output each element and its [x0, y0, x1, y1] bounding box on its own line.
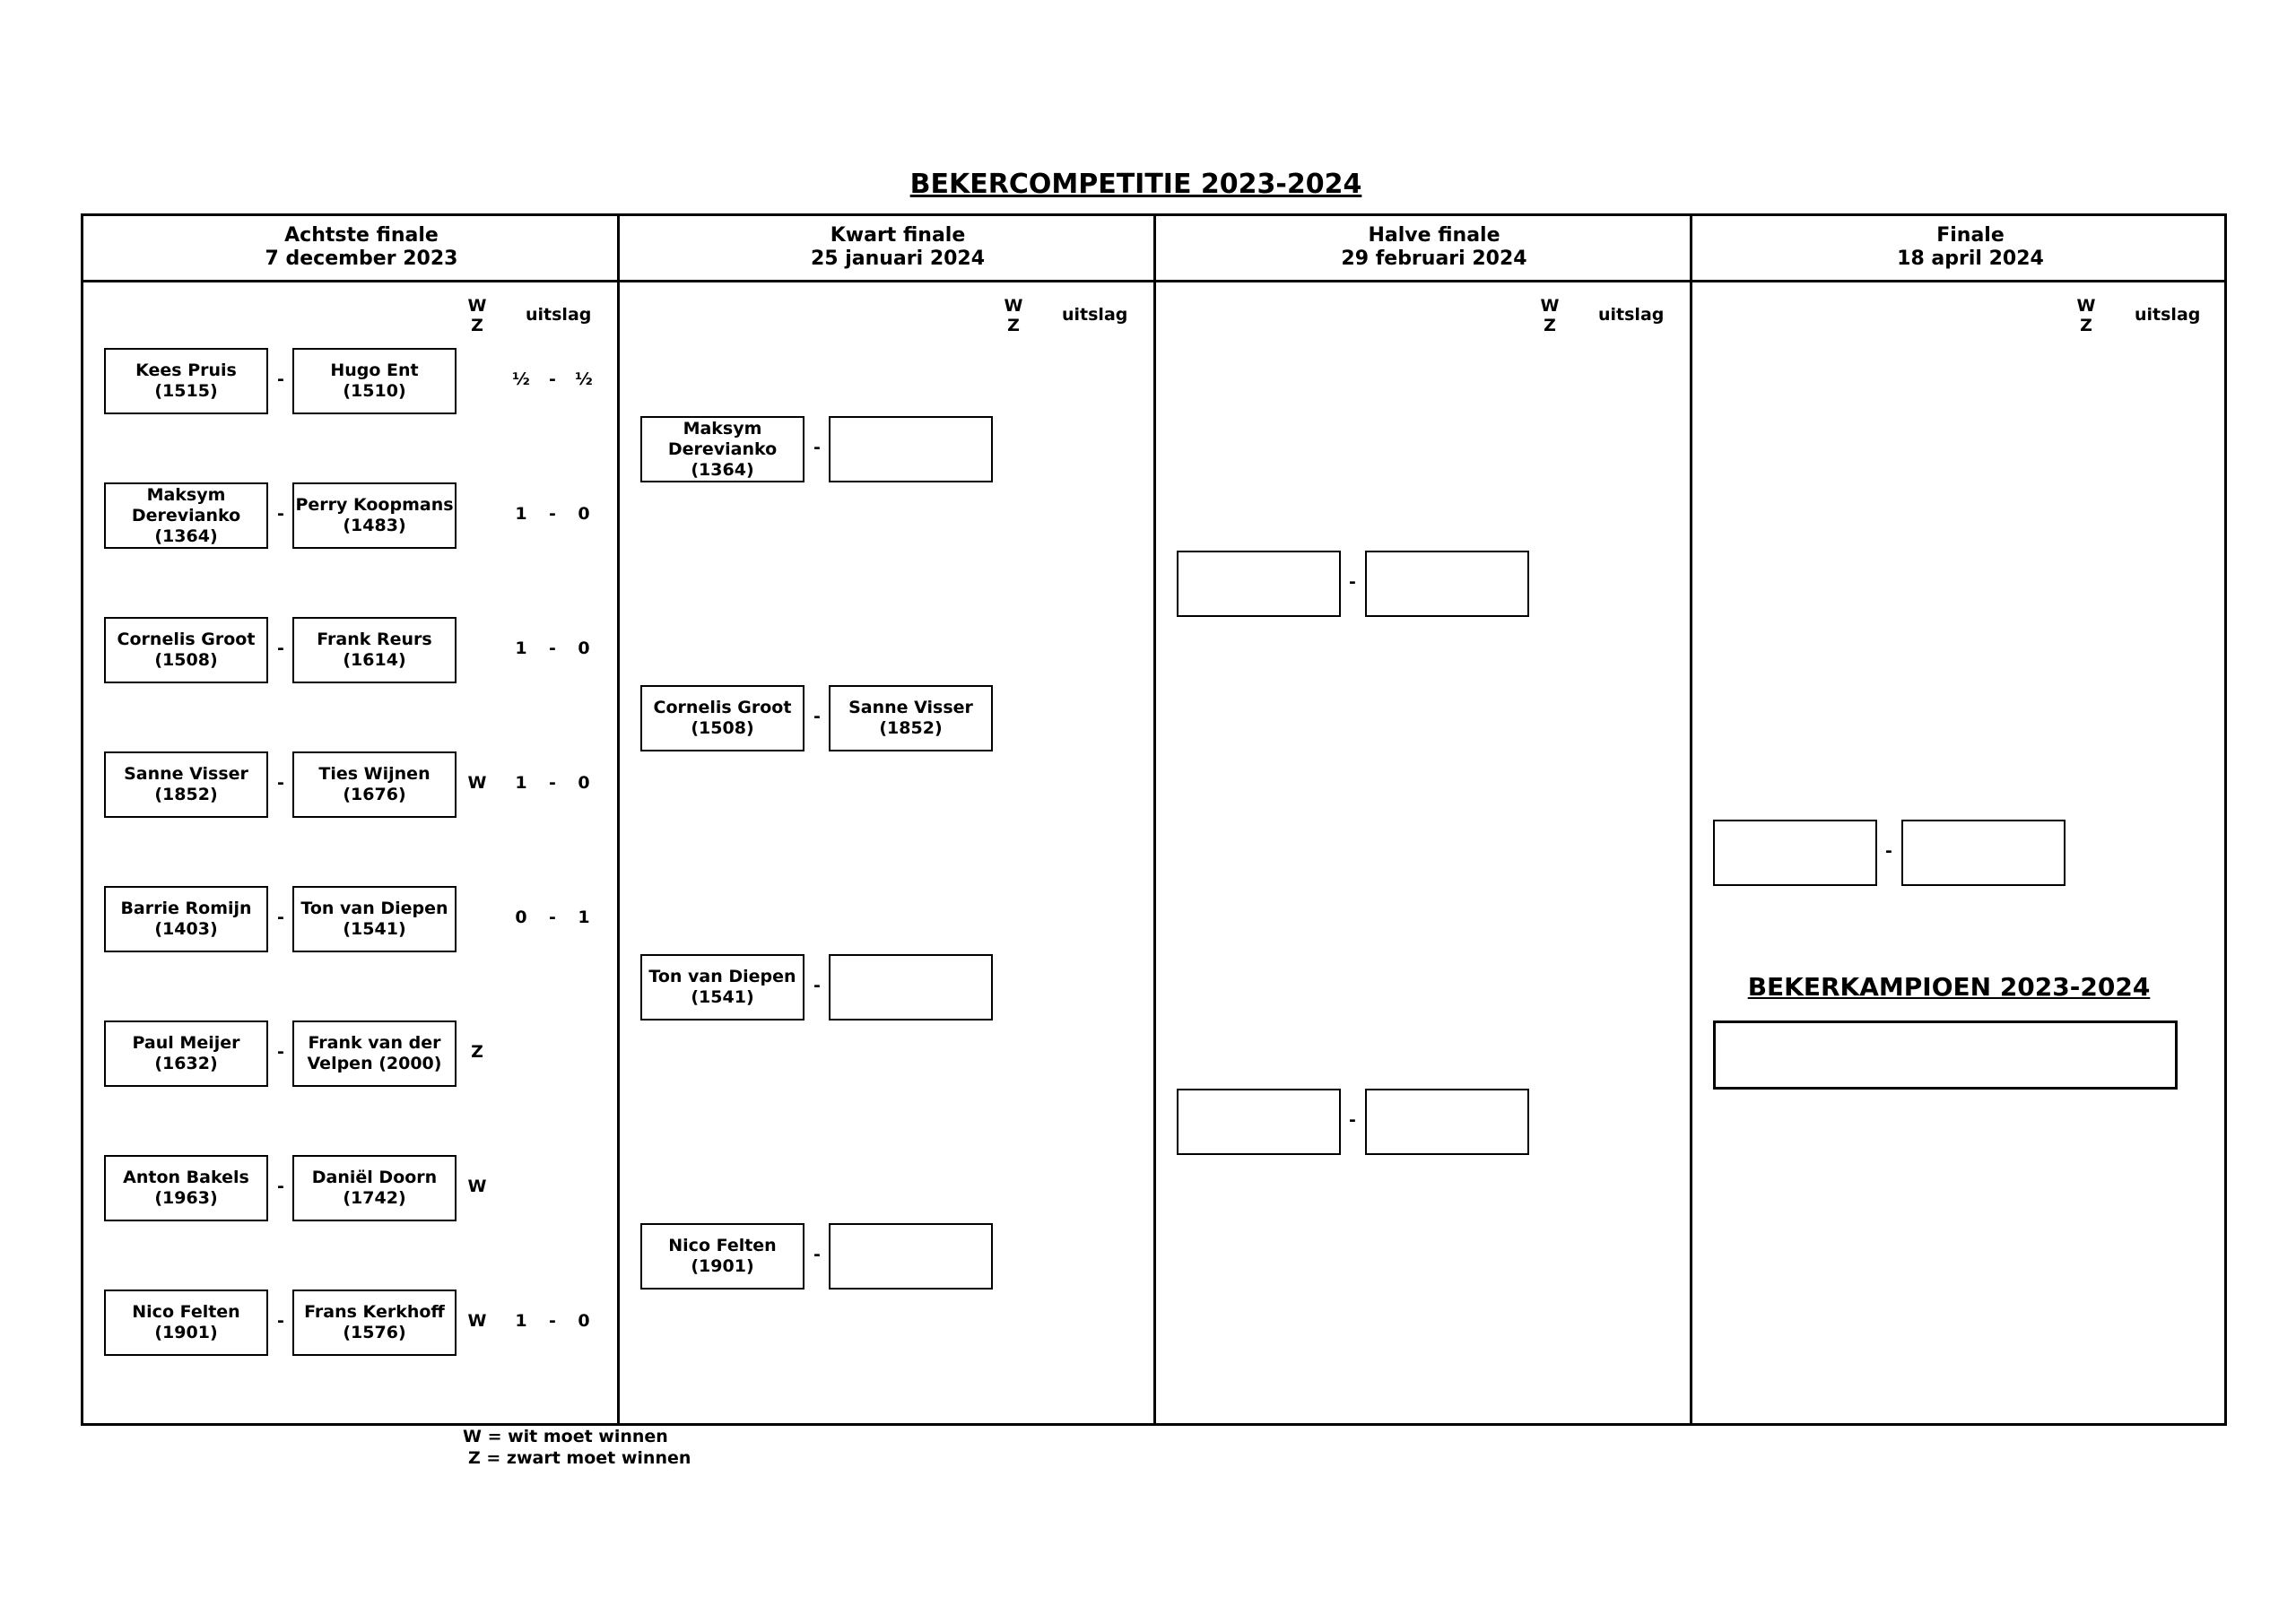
black-player-box: [292, 348, 457, 414]
black-player-box: [829, 685, 993, 751]
round-date: 7 december 2023: [265, 248, 458, 270]
player-line: (1541): [343, 919, 406, 939]
match-result: [508, 369, 597, 389]
player-line: Frank van der: [308, 1033, 441, 1053]
result-value: 0: [515, 908, 527, 927]
player-line: Paul Meijer: [132, 1033, 240, 1053]
white-player-box: [104, 886, 268, 952]
player-line: (1515): [154, 381, 218, 401]
player-line: Hugo Ent: [330, 360, 419, 380]
player-line: (1364): [691, 459, 754, 480]
player-line: (1508): [154, 650, 218, 670]
result-value: 1: [515, 638, 527, 658]
must-win-flag: Z: [471, 1042, 483, 1062]
white-player-box: [640, 685, 804, 751]
page-title: BEKERCOMPETITIE 2023-2024: [909, 169, 1362, 200]
black-player-box: [292, 617, 457, 683]
match-dash: -: [1349, 1110, 1356, 1130]
white-player-box: [640, 416, 804, 482]
player-line: Frank Reurs: [317, 630, 432, 649]
must-win-flag: W: [467, 773, 487, 793]
black-player-box: [292, 1020, 457, 1087]
black-player-box: [829, 416, 993, 482]
match-dash: -: [277, 908, 284, 927]
black-player-box: [292, 1290, 457, 1356]
player-line: (1963): [154, 1188, 218, 1208]
player-line: (1632): [154, 1054, 218, 1073]
result-value: 1: [515, 504, 527, 524]
black-player-box: [292, 482, 457, 549]
black-player-box: [292, 886, 457, 952]
player-line: Maksym: [146, 484, 226, 505]
wz-header: W Z: [467, 296, 487, 335]
match-result: [508, 773, 597, 793]
champion-title: BEKERKAMPIOEN 2023-2024: [1747, 972, 2151, 1002]
match-dash: -: [277, 1311, 284, 1331]
player-line: (1901): [691, 1256, 754, 1276]
player-line: Maksym: [683, 418, 762, 439]
player-line: Kees Pruis: [135, 360, 237, 380]
wz-header: W Z: [2076, 296, 2096, 335]
match-dash: -: [277, 638, 284, 658]
player-line: (1742): [343, 1188, 406, 1208]
match-result: [508, 504, 597, 524]
player-line: Ton van Diepen: [300, 899, 448, 918]
match-dash: -: [813, 707, 821, 726]
match-dash: -: [277, 773, 284, 793]
match-dash: -: [277, 1042, 284, 1062]
column-divider: [1690, 213, 1692, 1426]
result-value: ½: [512, 369, 530, 389]
column-divider: [617, 213, 620, 1426]
match-dash: -: [277, 1177, 284, 1196]
player-line: (1403): [154, 919, 218, 939]
final-white-box: [1713, 820, 1877, 886]
player-line: Barrie Romijn: [120, 899, 252, 918]
round-header-quarter: [630, 224, 1166, 271]
column-divider: [1153, 213, 1156, 1426]
player-line: Cornelis Groot: [653, 698, 792, 717]
round-header-eighth: [93, 224, 630, 271]
player-line: Ties Wijnen: [318, 764, 430, 784]
final-black-box: [1901, 820, 2066, 886]
round-name: Achtste finale: [284, 224, 439, 247]
white-player-box: [104, 1155, 268, 1221]
champion-box: [1713, 1020, 2178, 1090]
round-date: 25 januari 2024: [810, 248, 986, 270]
result-header: uitslag: [526, 305, 592, 325]
player-line: (1508): [691, 718, 754, 738]
white-player-box: [104, 1020, 268, 1087]
round-header-semi: [1166, 224, 1702, 271]
match-result: [508, 1311, 597, 1331]
legend-white: W = wit moet winnen: [463, 1427, 668, 1446]
player-line: (1676): [343, 785, 406, 804]
wz-header: W Z: [1540, 296, 1560, 335]
match-dash: -: [1349, 572, 1356, 592]
player-line: Derevianko: [131, 505, 241, 525]
result-header: uitslag: [1062, 305, 1128, 325]
must-win-flag: W: [467, 1177, 487, 1196]
match-result: [508, 908, 597, 927]
result-value: -: [549, 369, 556, 389]
player-line: Ton van Diepen: [648, 967, 796, 986]
header-divider: [81, 280, 2227, 282]
result-value: 1: [515, 1311, 527, 1331]
black-player-box: [829, 1223, 993, 1290]
result-value: -: [549, 908, 556, 927]
match-dash: -: [277, 369, 284, 389]
legend: [463, 1426, 691, 1469]
round-header-final: [1702, 224, 2239, 271]
match-dash: -: [813, 976, 821, 995]
must-win-flag: W: [467, 1311, 487, 1331]
semi-white-box: [1177, 551, 1341, 617]
black-player-box: [829, 954, 993, 1020]
round-name: Halve finale: [1368, 224, 1500, 247]
result-value: 1: [578, 908, 590, 927]
round-date: 29 februari 2024: [1341, 248, 1527, 270]
result-header: uitslag: [1598, 305, 1665, 325]
round-date: 18 april 2024: [1897, 248, 2044, 270]
player-line: Sanne Visser: [124, 764, 248, 784]
result-header: uitslag: [2135, 305, 2201, 325]
match-dash: -: [1885, 841, 1892, 861]
player-line: Velpen (2000): [307, 1054, 442, 1073]
semi-black-box: [1365, 551, 1529, 617]
player-line: (1510): [343, 381, 406, 401]
player-line: Anton Bakels: [123, 1168, 249, 1187]
player-line: (1576): [343, 1323, 406, 1342]
player-line: (1901): [154, 1323, 218, 1342]
result-value: 1: [515, 773, 527, 793]
round-name: Finale: [1936, 224, 2005, 247]
player-line: Frans Kerkhoff: [304, 1302, 445, 1322]
white-player-box: [640, 954, 804, 1020]
player-line: Derevianko: [667, 439, 778, 459]
black-player-box: [292, 1155, 457, 1221]
player-line: (1852): [879, 718, 943, 738]
semi-black-box: [1365, 1089, 1529, 1155]
match-dash: -: [813, 438, 821, 457]
white-player-box: [104, 1290, 268, 1356]
player-line: (1483): [343, 516, 406, 535]
white-player-box: [104, 751, 268, 818]
result-value: -: [549, 773, 556, 793]
match-dash: -: [277, 504, 284, 524]
semi-white-box: [1177, 1089, 1341, 1155]
result-value: ½: [575, 369, 593, 389]
player-line: (1364): [154, 525, 218, 546]
round-name: Kwart finale: [830, 224, 966, 247]
result-value: 0: [578, 773, 590, 793]
result-value: -: [549, 638, 556, 658]
black-player-box: [292, 751, 457, 818]
white-player-box: [104, 617, 268, 683]
white-player-box: [640, 1223, 804, 1290]
result-value: 0: [578, 504, 590, 524]
result-value: -: [549, 504, 556, 524]
result-value: -: [549, 1311, 556, 1331]
player-line: Sanne Visser: [848, 698, 973, 717]
match-dash: -: [813, 1245, 821, 1264]
legend-black: Z = zwart moet winnen: [468, 1448, 691, 1468]
player-line: Daniël Doorn: [311, 1168, 438, 1187]
player-line: Nico Felten: [132, 1302, 240, 1322]
player-line: Perry Koopmans: [295, 495, 454, 515]
player-line: (1852): [154, 785, 218, 804]
player-line: Nico Felten: [668, 1236, 777, 1255]
white-player-box: [104, 348, 268, 414]
player-line: (1541): [691, 987, 754, 1007]
wz-header: W Z: [1004, 296, 1023, 335]
player-line: Cornelis Groot: [117, 630, 256, 649]
match-result: [508, 638, 597, 658]
result-value: 0: [578, 1311, 590, 1331]
white-player-box: [104, 482, 268, 549]
player-line: (1614): [343, 650, 406, 670]
result-value: 0: [578, 638, 590, 658]
